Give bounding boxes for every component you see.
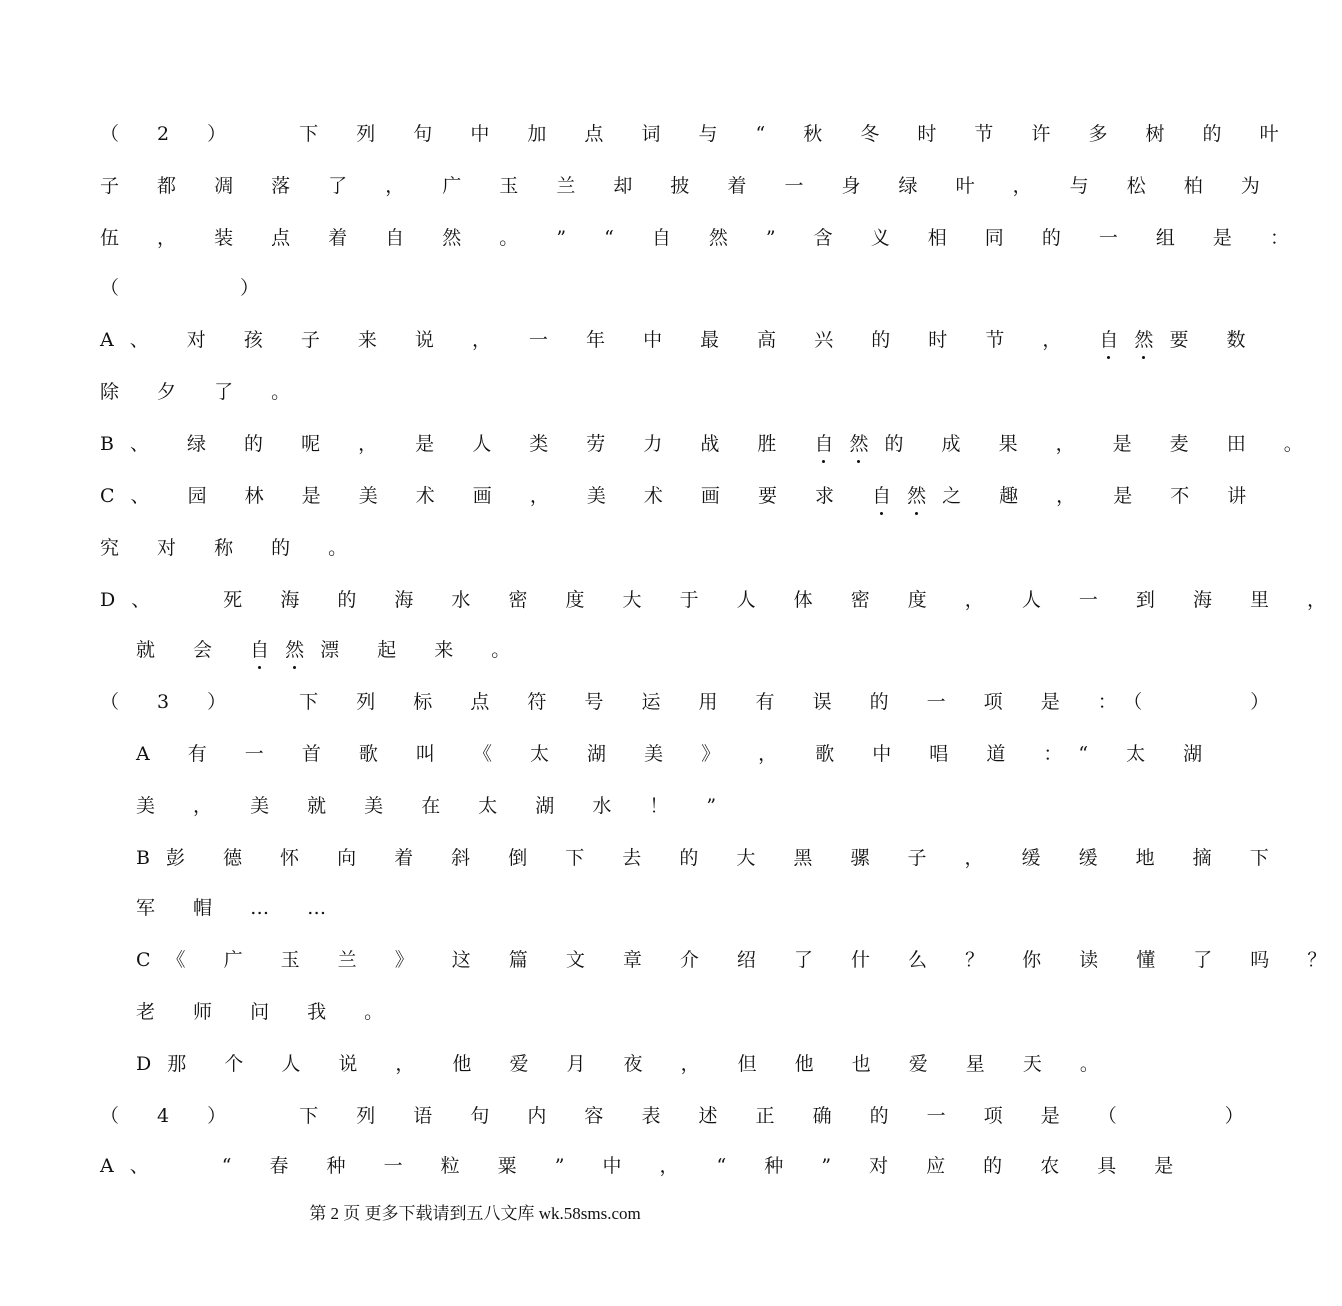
q2-option-a-cont: 除 夕 了 。 bbox=[100, 381, 307, 403]
q2-option-c bbox=[100, 484, 1263, 508]
emphasis-dot-char: 自 bbox=[250, 639, 286, 661]
q3-stem: （ 3 ） 下 列 标 点 符 号 运 用 有 误 的 一 项 是 ：（ ） bbox=[100, 691, 1286, 713]
page-footer: 第 2 页 更多下载请到五八文库 wk.58sms.com bbox=[309, 1204, 641, 1223]
q2-option-a bbox=[100, 328, 1262, 352]
q2-option-b bbox=[100, 432, 1319, 456]
emphasis-dot-char: 自 bbox=[1099, 329, 1135, 351]
q2-option-c-text: C、 园 林 是 美 术 画 ， 美 术 画 要 求 bbox=[100, 485, 851, 507]
q3-option-d: D那 个 人 说 ， 他 爱 月 夜 ， 但 他 也 爱 星 天 。 bbox=[136, 1053, 1115, 1075]
emphasis-dot-char: 然 bbox=[849, 433, 885, 455]
q3-option-c-cont: 老 师 问 我 。 bbox=[136, 1001, 400, 1023]
q4-option-a: A、 “ 春 种 一 粒 粟 ” 中 ， “ 种 ” 对 应 的 农 具 是 bbox=[100, 1155, 1190, 1177]
q3-option-c: C《 广 玉 兰 》 这 篇 文 章 介 绍 了 什 么 ？ 你 读 懂 了 吗 ？ bbox=[136, 949, 1342, 971]
emphasis-dot-char: 然 bbox=[1134, 329, 1170, 351]
emphasis-dot-char: 然 bbox=[907, 485, 943, 507]
q2-option-c-text-end: 之 趣 ， 是 不 讲 bbox=[942, 485, 1263, 507]
q2-answer-blank: （ ） bbox=[100, 277, 276, 299]
q3-option-b: B彭 德 怀 向 着 斜 倒 下 去 的 大 黑 骡 子 ， 缓 缓 地 摘 下 bbox=[136, 847, 1285, 869]
q2-stem-line-3: 伍 ， 装 点 着 自 然 。 ” “ 自 然 ” 含 义 相 同 的 一 组 是 ： bbox=[100, 227, 1305, 249]
q2-stem-line-2: 子 都 凋 落 了 ， 广 玉 兰 却 披 着 一 身 绿 叶 ， 与 松 柏 为 bbox=[100, 175, 1276, 197]
q2-option-b-text-end: 的 成 果 ， 是 麦 田 。 bbox=[884, 433, 1319, 455]
emphasis-dot-char: 自 bbox=[872, 485, 908, 507]
q2-option-d: D、 死 海 的 海 水 密 度 大 于 人 体 密 度 ， 人 一 到 海 里 ， bbox=[100, 589, 1342, 611]
q2-option-a-text: A、 对 孩 子 来 说 ， 一 年 中 最 高 兴 的 时 节 ， bbox=[100, 329, 1078, 351]
q2-option-d-text: 就 会 bbox=[136, 639, 229, 661]
q2-stem-line-1: （ 2 ） 下 列 句 中 加 点 词 与 “ 秋 冬 时 节 许 多 树 的 叶 bbox=[100, 123, 1295, 145]
q2-option-c-cont: 究 对 称 的 。 bbox=[100, 537, 364, 559]
q3-option-a: A 有 一 首 歌 叫 《 太 湖 美 》 ， 歌 中 唱 道 ：“ 太 湖 bbox=[136, 743, 1219, 765]
q3-option-a-cont: 美 ， 美 就 美 在 太 湖 水 ！ ” bbox=[136, 795, 733, 817]
q2-option-a-text-end: 要 数 bbox=[1169, 329, 1262, 351]
q4-stem: （ 4 ） 下 列 语 句 内 容 表 述 正 确 的 一 项 是 （ ） bbox=[100, 1105, 1260, 1127]
q3-option-b-cont: 军 帽 … … bbox=[136, 897, 343, 919]
q2-option-d-cont bbox=[136, 638, 916, 662]
emphasis-dot-char: 然 bbox=[285, 639, 321, 661]
q2-option-d-text-end: 漂 起 来 。 bbox=[320, 639, 527, 661]
q2-option-b-text: B、 绿 的 呢 ， 是 人 类 劳 力 战 胜 bbox=[100, 433, 793, 455]
emphasis-dot-char: 自 bbox=[814, 433, 850, 455]
